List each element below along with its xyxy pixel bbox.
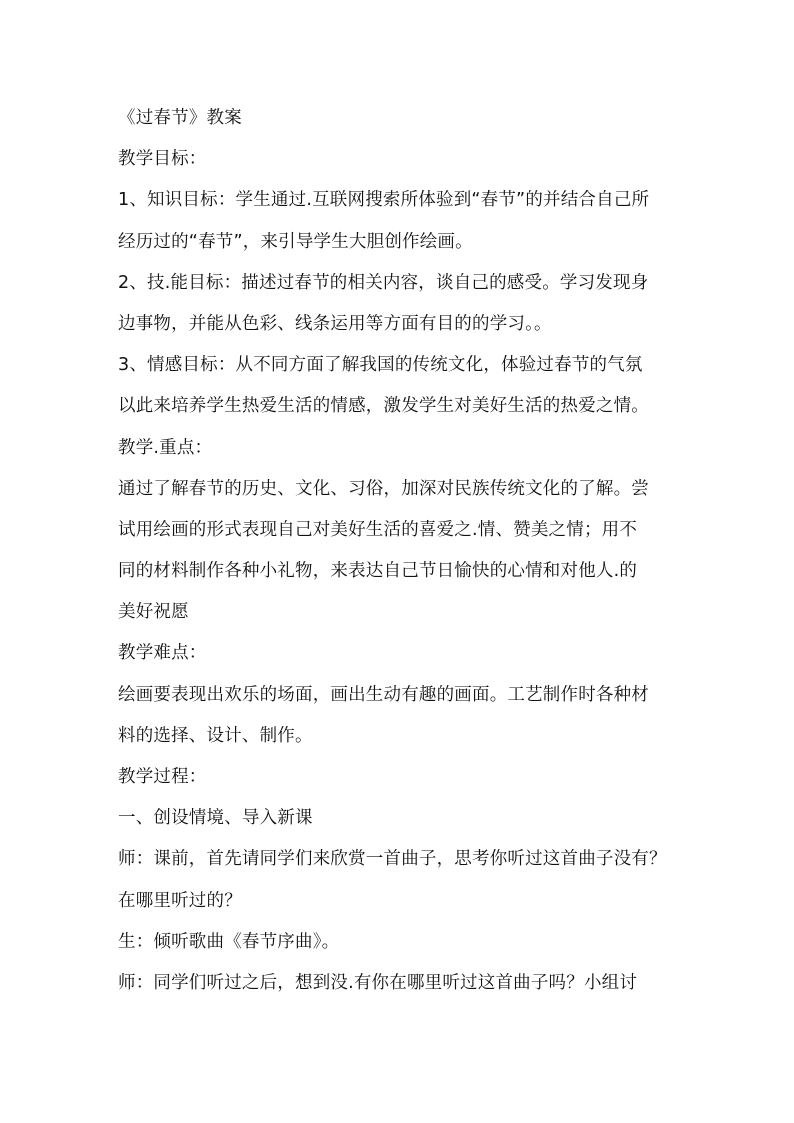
subsection-heading: 一、创设情境、导入新课 (118, 808, 313, 829)
paragraph-line: 试用绘画的形式表现自己对美好生活的喜爱之.情、赞美之情；用不 (118, 519, 638, 540)
paragraph-line: 绘画要表现出欢乐的场面，画出生动有趣的画面。工艺制作时各种材 (118, 684, 649, 705)
paragraph-line: 料的选择、设计、制作。 (118, 725, 313, 746)
document-body (118, 98, 688, 1004)
section-heading-process: 教学过程： (118, 767, 207, 787)
paragraph-line: 在哪里听过的？ (118, 890, 242, 911)
paragraph-line: 同的材料制作各种小礼物，来表达自己节日愉快的心情和对他人.的 (118, 561, 638, 582)
paragraph-line: 2、技.能目标：描述过春节的相关内容，谈自己的感受。学习发现身 (118, 272, 649, 293)
section-heading-objectives: 教学目标： (118, 149, 207, 170)
paragraph-line: 以此来培养学生热爱生活的情感，激发学生对美好生活的热爱之情。 (118, 396, 649, 417)
paragraph-line: 边事物，并能从色彩、线条运用等方面有目的的学习。。 (118, 313, 552, 334)
document-title: 《过春节》教案 (118, 108, 242, 128)
section-heading-difficulties: 教学难点： (118, 643, 207, 664)
paragraph-line: 美好祝愿 (118, 602, 189, 623)
paragraph-line: 经历过的“春节”，来引导学生大胆创作绘画。 (118, 231, 473, 252)
paragraph-line: 师：同学们听过之后，想到没.有你在哪里听过这首曲子吗？小组讨 (118, 972, 638, 993)
paragraph-line: 师：课前，首先请同学们来欣赏一首曲子，思考你听过这首曲子没有？ (118, 849, 667, 870)
paragraph-line: 通过了解春节的历史、文化、习俗，加深对民族传统文化的了解。尝 (118, 478, 649, 499)
paragraph-line: 生：倾听歌曲《春节序曲》。 (118, 931, 340, 952)
paragraph-line: 3、情感目标：从不同方面了解我国的传统文化，体验过春节的气氛 (118, 355, 643, 376)
section-heading-key-points: 教学.重点： (118, 437, 213, 458)
paragraph-line: 1、知识目标：学生通过.互联网搜索所体验到“春节”的并结合自己所 (118, 190, 650, 211)
